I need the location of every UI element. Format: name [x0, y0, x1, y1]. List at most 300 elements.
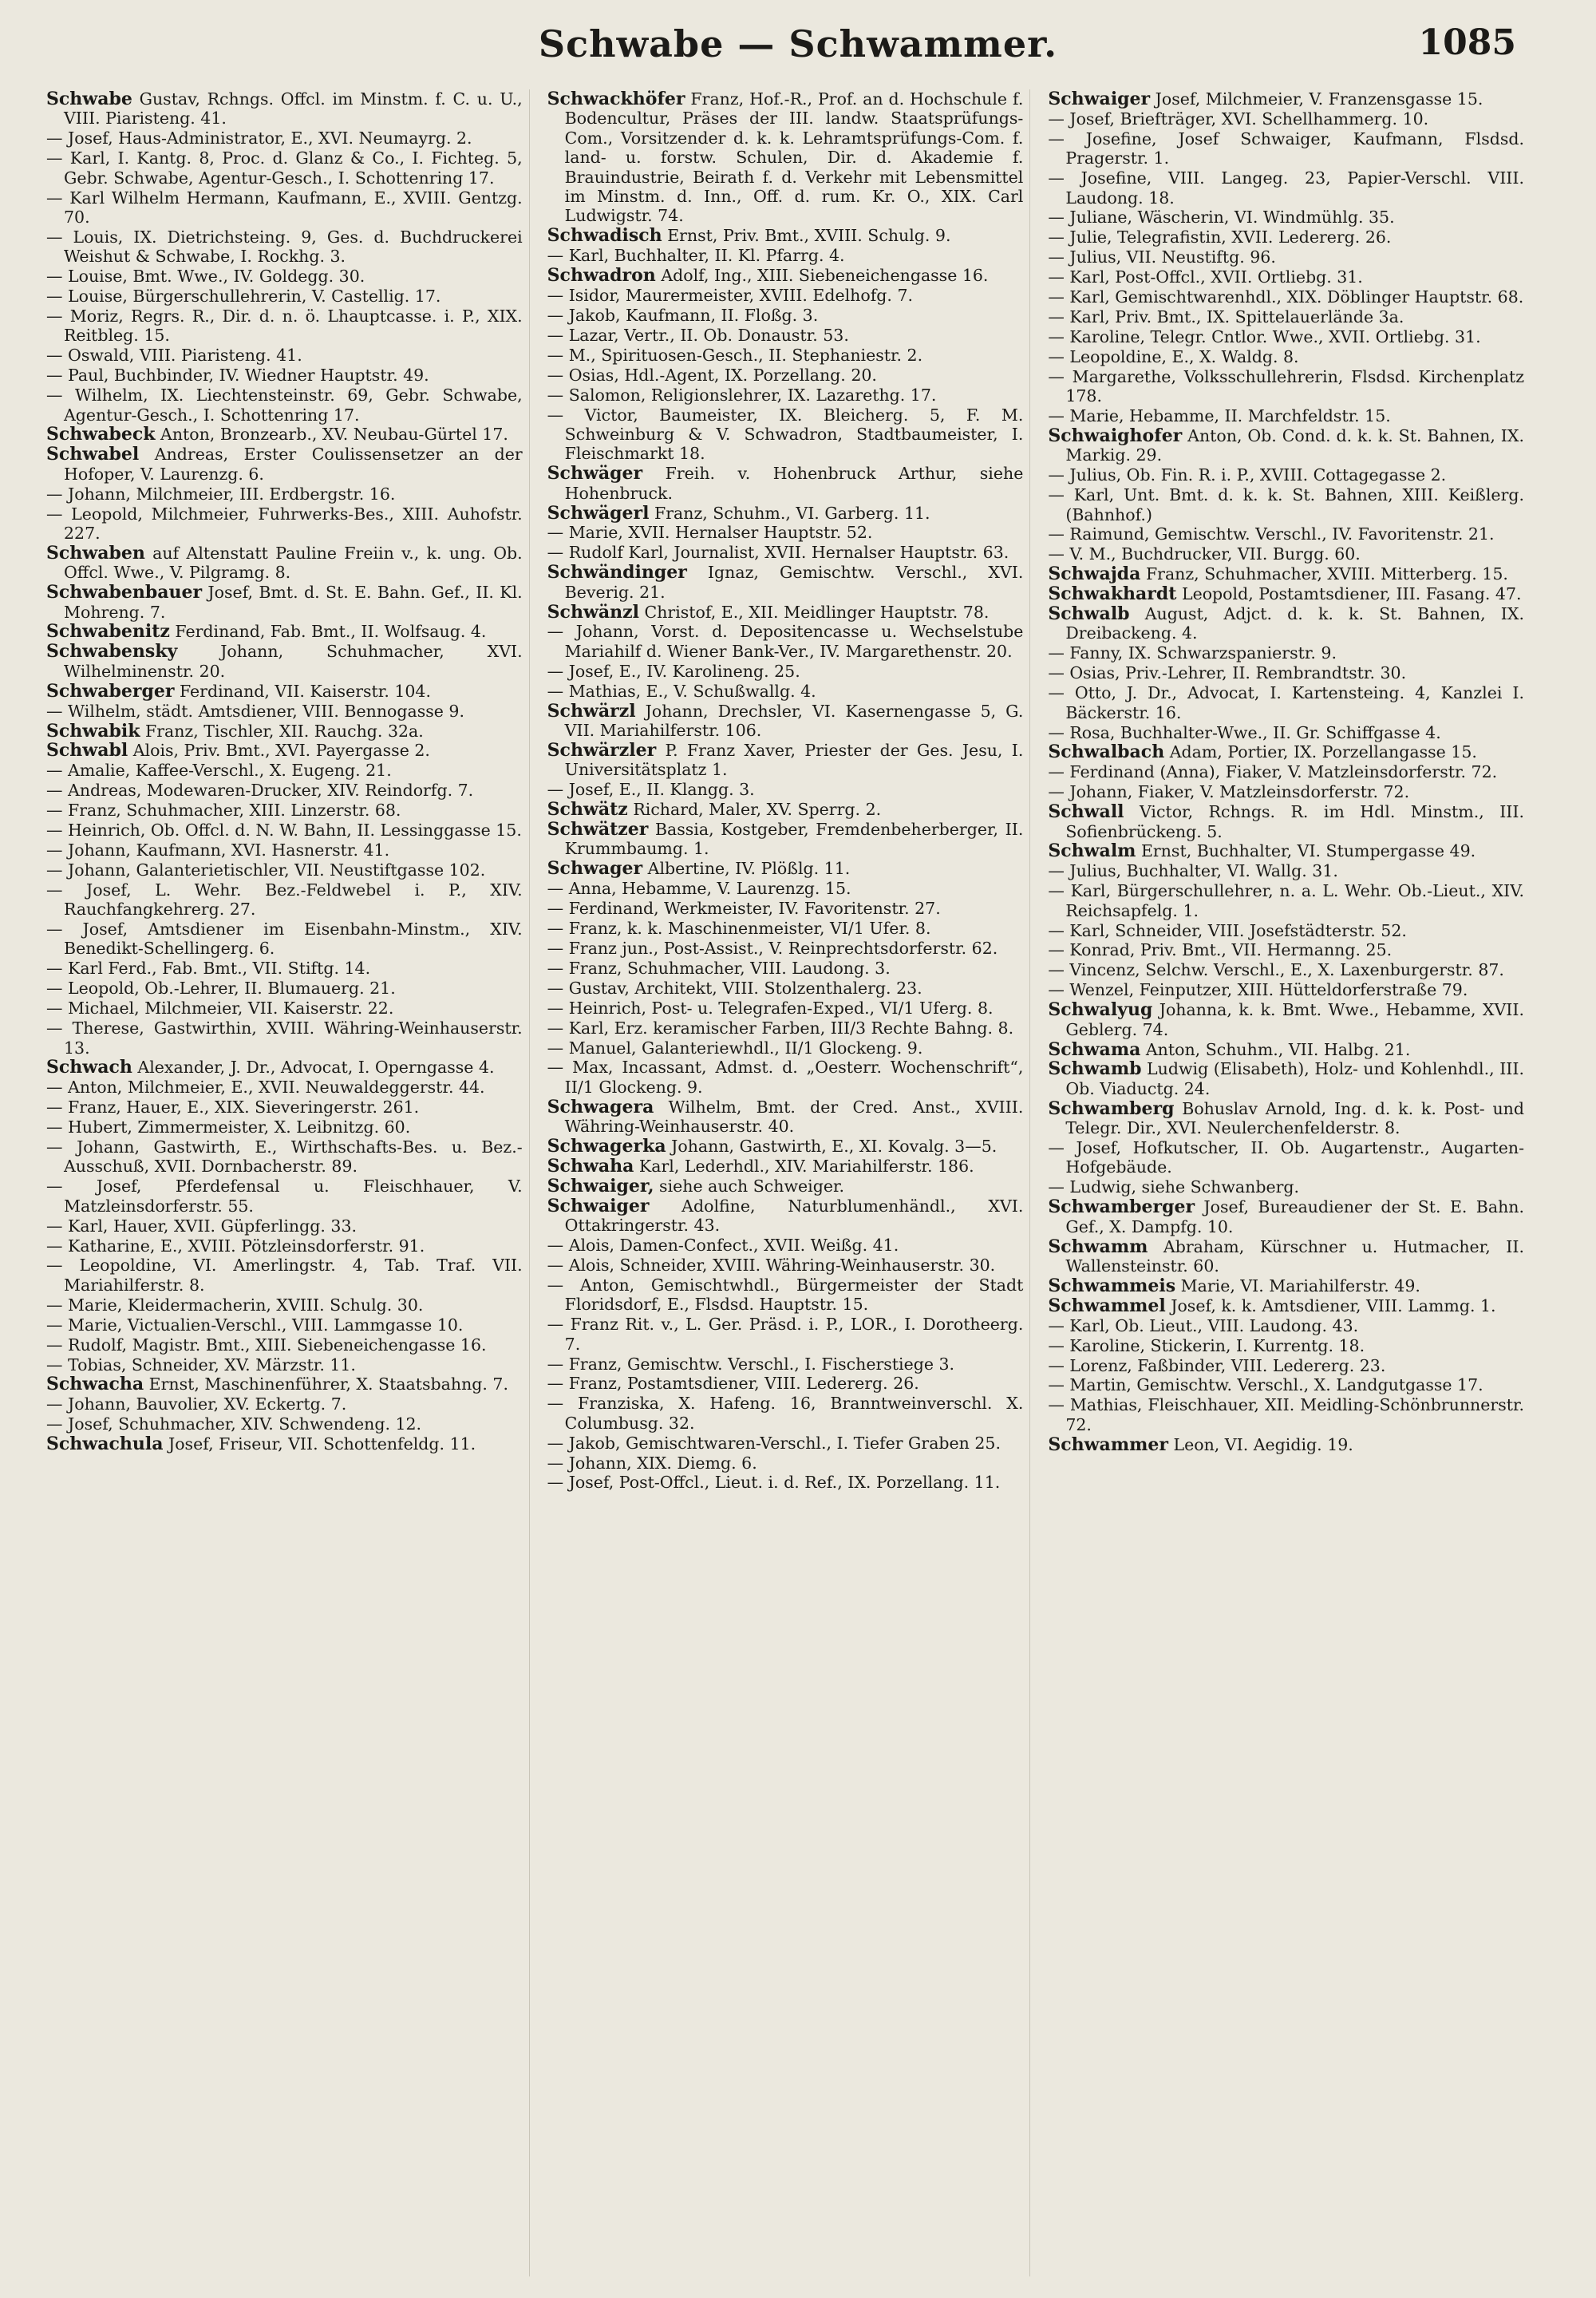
- directory-entry: [46, 741, 523, 760]
- entry-details: — Osias, Priv.-Lehrer, II. Rembrandtstr. 30.: [1048, 663, 1407, 683]
- entry-details: — Franz, Schuhmacher, VIII. Laudong. 3.: [547, 958, 891, 978]
- directory-entry: [1048, 960, 1524, 979]
- entry-details: — Karl, Priv. Bmt., IX. Spittelauerlände 3a.: [1048, 307, 1404, 326]
- entry-details: — Anton, Milchmeier, E., XVII. Neuwaldeggerstr. 44.: [46, 1078, 485, 1098]
- directory-entry: [547, 286, 1024, 305]
- directory-entry: [1048, 287, 1524, 307]
- directory-entry: [547, 622, 1024, 661]
- directory-entry: [46, 346, 523, 365]
- directory-entry: [46, 840, 523, 860]
- directory-entry: [547, 386, 1024, 405]
- entry-details: Wilhelm, Bmt. der Cred. Anst., XVIII. Währing-Weinhauserstr. 40.: [564, 1097, 1024, 1137]
- entry-details: — Julius, VII. Neustiftg. 96.: [1048, 247, 1276, 267]
- entry-details: — Anna, Hebamme, V. Laurenzg. 15.: [547, 879, 851, 899]
- directory-entry: [1048, 921, 1524, 940]
- entry-details: — Mathias, E., V. Schußwallg. 4.: [547, 681, 816, 701]
- directory-entry: [1048, 1177, 1524, 1196]
- directory-entry: [1048, 247, 1524, 267]
- directory-entry: [46, 89, 523, 129]
- entry-details: — Konrad, Priv. Bmt., VII. Hermanng. 25.: [1048, 940, 1393, 960]
- directory-entry: [1048, 208, 1524, 227]
- entry-surname: Schwammeis: [1048, 1275, 1176, 1296]
- entry-details: — Gustav, Architekt, VIII. Stolzenthalerg. 23.: [547, 978, 922, 998]
- directory-entry: [547, 306, 1024, 325]
- entry-details: — Josefine, Josef Schwaiger, Kaufmann, Flsdsd. Pragerstr. 1.: [1048, 129, 1525, 168]
- directory-entry: [46, 1256, 523, 1295]
- directory-entry: [1048, 584, 1524, 603]
- entry-surname: Schwabenbauer: [46, 582, 203, 603]
- directory-entry: [46, 1216, 523, 1236]
- directory-entry: [547, 1157, 1024, 1176]
- entry-details: Johann, Gastwirth, E., XI. Kovalg. 3—5.: [666, 1137, 998, 1157]
- running-title: Schwabe — Schwammer.: [538, 22, 1058, 65]
- entry-surname: Schwätzer: [547, 819, 649, 840]
- directory-entry: [547, 1137, 1024, 1156]
- directory-entry: [1048, 841, 1524, 860]
- entry-details: — Julius, Buchhalter, VI. Wallg. 31.: [1048, 861, 1338, 881]
- entry-surname: Schwalbach: [1048, 742, 1165, 763]
- entry-details: Leon, VI. Aegidig. 19.: [1167, 1434, 1353, 1454]
- entry-surname: Schwajda: [1048, 564, 1141, 585]
- entry-details: — Osias, Hdl.-Agent, IX. Porzellang. 20.: [547, 365, 877, 385]
- directory-entry: [547, 979, 1024, 998]
- directory-entry: [547, 1315, 1024, 1354]
- directory-entry: [547, 859, 1024, 878]
- entry-surname: Schwadisch: [547, 225, 662, 247]
- directory-entry: [46, 1058, 523, 1077]
- directory-entry: [1048, 426, 1524, 465]
- directory-entry: [1048, 1000, 1524, 1039]
- directory-entry: [547, 702, 1024, 741]
- directory-entry: [46, 485, 523, 504]
- directory-entry: [46, 702, 523, 721]
- entry-details: auf Altenstatt Pauline Freiin v., k. ung. Ob. Offcl. Wwe., V. Pilgramg. 8.: [64, 543, 523, 583]
- entry-surname: Schwamberg: [1048, 1098, 1175, 1119]
- entry-surname: Schwaiger: [1048, 89, 1151, 109]
- directory-entry: [46, 287, 523, 306]
- directory-entry: [46, 544, 523, 583]
- entry-details: — Manuel, Galanteriewhdl., II/1 Glockeng. 9.: [547, 1038, 923, 1058]
- directory-entry: [547, 1177, 1024, 1196]
- entry-details: Freih. v. Hohenbruck Arthur, siehe Hohenbruck.: [564, 464, 1024, 503]
- entry-details: Alexander, J. Dr., Advocat, I. Operngasse 4.: [132, 1058, 495, 1078]
- directory-entry: [547, 662, 1024, 681]
- entry-details: — Karl, Unt. Bmt. d. k. k. St. Bahnen, XIII. Keißlerg. (Bahnhof.): [1048, 485, 1525, 524]
- entry-details: — Johann, XIX. Diemg. 6.: [547, 1453, 757, 1473]
- entry-details: Franz, Schuhmacher, XVIII. Mitterberg. 15.: [1140, 564, 1508, 584]
- directory-entry: [547, 800, 1024, 819]
- directory-entry: [46, 622, 523, 641]
- entry-surname: Schwackhöfer: [547, 89, 685, 109]
- directory-entry: [547, 226, 1024, 245]
- directory-entry: [547, 89, 1024, 226]
- entry-details: — Mathias, Fleischhauer, XII. Meidling-Schönbrunnerstr. 72.: [1048, 1395, 1525, 1434]
- directory-entry: [547, 820, 1024, 859]
- directory-entry: [46, 129, 523, 148]
- directory-entry: [547, 1196, 1024, 1236]
- directory-entry: [1048, 742, 1524, 761]
- entry-surname: Schwabl: [46, 740, 128, 761]
- directory-entry: [46, 1236, 523, 1256]
- entry-surname: Schwaberger: [46, 680, 175, 702]
- directory-entry: [46, 999, 523, 1018]
- entry-surname: Schwamb: [1048, 1058, 1142, 1080]
- directory-entry: [46, 1098, 523, 1117]
- entry-details: Adam, Portier, IX. Porzellangasse 15.: [1164, 742, 1477, 762]
- directory-entry: [547, 1276, 1024, 1315]
- entry-details: — Karl, Bürgerschullehrer, n. a. L. Wehr. Ob.-Lieut., XIV. Reichsapfelg. 1.: [1048, 881, 1525, 920]
- entry-details: — Marie, Kleidermacherin, XVIII. Schulg. 30.: [46, 1295, 424, 1315]
- directory-entry: [46, 386, 523, 425]
- entry-details: — Leopoldine, E., X. Waldg. 8.: [1048, 346, 1299, 366]
- directory-entry: [547, 919, 1024, 938]
- directory-entry: [46, 722, 523, 741]
- entry-details: — Isidor, Maurermeister, XVIII. Edelhofg. 7.: [547, 286, 913, 306]
- directory-entry: [46, 425, 523, 444]
- directory-entry: [1048, 1356, 1524, 1375]
- entry-surname: Schwagera: [547, 1096, 654, 1117]
- directory-entry: [1048, 485, 1524, 524]
- directory-entry: [46, 1117, 523, 1137]
- entry-details: — Julius, Ob. Fin. R. i. P., XVIII. Cottagegasse 2.: [1048, 465, 1447, 485]
- entry-details: Josef, Friseur, VII. Schottenfeldg. 11.: [163, 1434, 476, 1454]
- directory-entry: [547, 266, 1024, 285]
- directory-entry: [547, 405, 1024, 464]
- directory-entry: [547, 1473, 1024, 1492]
- entry-details: — Therese, Gastwirthin, XVIII. Währing-Weinhauserstr. 13.: [46, 1018, 523, 1058]
- entry-surname: Schwäger: [547, 463, 643, 485]
- entry-details: — Karl, Gemischtwarenhdl., XIX. Döblinger Hauptstr. 68.: [1048, 287, 1524, 307]
- directory-entry: [46, 1295, 523, 1315]
- entry-details: — Johann, Bauvolier, XV. Eckertg. 7.: [46, 1394, 347, 1414]
- directory-columns: [46, 89, 1531, 2276]
- entry-surname: Schwabenitz: [46, 621, 170, 643]
- entry-details: — Otto, J. Dr., Advocat, I. Kartensteing. 4, Kanzlei I. Bäckerstr. 16.: [1048, 683, 1525, 722]
- entry-details: Ernst, Maschinenführer, X. Staatsbahng. 7.: [144, 1374, 508, 1394]
- entry-details: — Marie, Hebamme, II. Marchfeldstr. 15.: [1048, 406, 1391, 425]
- entry-details: — Johann, Galanterietischler, VII. Neustiftgasse 102.: [46, 860, 486, 880]
- entry-details: — Leopold, Milchmeier, Fuhrwerks-Bes., XIII. Auhofstr. 227.: [46, 504, 523, 543]
- entry-surname: Schwalm: [1048, 840, 1136, 862]
- entry-details: — Rosa, Buchhalter-Wwe., II. Gr. Schiffgasse 4.: [1048, 722, 1441, 742]
- entry-details: — Hubert, Zimmermeister, X. Leibnitzg. 60.: [46, 1117, 411, 1137]
- entry-details: — Karl Ferd., Fab. Bmt., VII. Stiftg. 14.: [46, 959, 371, 979]
- entry-surname: Schwaha: [547, 1155, 634, 1177]
- entry-details: siehe auch Schweiger.: [654, 1176, 845, 1196]
- directory-entry: [46, 1355, 523, 1374]
- entry-details: — Vincenz, Selchw. Verschl., E., X. Laxenburgerstr. 87.: [1048, 960, 1504, 980]
- entry-surname: Schwabik: [46, 720, 140, 742]
- entry-surname: Schwalyug: [1048, 999, 1153, 1021]
- directory-entry: [1048, 861, 1524, 880]
- entry-details: Ernst, Buchhalter, VI. Stumpergasse 49.: [1136, 841, 1476, 861]
- entry-details: Adolf, Ing., XIII. Siebeneichengasse 16.: [655, 266, 989, 286]
- directory-entry: [46, 1414, 523, 1434]
- directory-entry: [1048, 1237, 1524, 1276]
- entry-details: — Franz, Postamtsdiener, VIII. Ledererg. 26.: [547, 1374, 919, 1394]
- directory-entry: [46, 801, 523, 820]
- entry-details: — Franz Rit. v., L. Ger. Präsd. i. P., LOR., I. Dorotheerg. 7.: [547, 1315, 1024, 1354]
- directory-entry: [547, 563, 1024, 602]
- directory-entry: [1048, 168, 1524, 208]
- entry-details: Josef, Bmt. d. St. E. Bahn. Gef., II. Kl. Mohreng. 7.: [64, 583, 523, 622]
- directory-entry: [46, 1394, 523, 1414]
- directory-entry: [547, 346, 1024, 365]
- entry-details: Adolfine, Naturblumenhändl., XVI. Ottakringerstr. 43.: [564, 1196, 1024, 1236]
- entry-details: — Marie, Victualien-Verschl., VIII. Lammgasse 10.: [46, 1315, 464, 1335]
- entry-surname: Schwärzl: [547, 700, 636, 722]
- directory-entry: [46, 1315, 523, 1335]
- directory-entry: [46, 445, 523, 484]
- directory-column-3: [1048, 89, 1531, 2276]
- directory-entry: [1048, 1316, 1524, 1335]
- directory-entry: [46, 504, 523, 544]
- directory-entry: [46, 979, 523, 998]
- entry-details: — Julie, Telegrafistin, XVII. Ledererg. 26.: [1048, 227, 1392, 247]
- entry-surname: Schwachula: [46, 1434, 164, 1455]
- directory-entry: [1048, 307, 1524, 326]
- directory-entry: [1048, 327, 1524, 346]
- directory-entry: [1048, 109, 1524, 129]
- directory-entry: [547, 366, 1024, 385]
- directory-entry: [1048, 1395, 1524, 1434]
- directory-entry: [547, 1098, 1024, 1137]
- directory-entry: [547, 879, 1024, 898]
- entry-details: Albertine, IV. Plößlg. 11.: [642, 859, 851, 879]
- entry-details: — Louise, Bmt. Wwe., IV. Goldegg. 30.: [46, 267, 365, 287]
- entry-details: Abraham, Kürschner u. Hutmacher, II. Wallensteinstr. 60.: [1065, 1236, 1525, 1276]
- directory-entry: [547, 523, 1024, 542]
- directory-entry: [46, 366, 523, 385]
- entry-details: — Josef, Briefträger, XVI. Schellhammerg. 10.: [1048, 109, 1429, 129]
- entry-details: — Rudolf, Magistr. Bmt., XIII. Siebeneichengasse 16.: [46, 1335, 487, 1355]
- directory-entry: [46, 267, 523, 286]
- entry-details: Josef, k. k. Amtsdiener, VIII. Lammg. 1.: [1165, 1295, 1496, 1315]
- entry-details: Karl, Lederhdl., XIV. Mariahilferstr. 186.: [634, 1156, 974, 1176]
- entry-details: Josef, Bureaudiener der St. E. Bahn. Gef., X. Dampfg. 10.: [1065, 1197, 1525, 1236]
- directory-entry: [547, 1374, 1024, 1393]
- directory-entry: [547, 1058, 1024, 1097]
- directory-entry: [1048, 1099, 1524, 1138]
- directory-entry: [547, 1394, 1024, 1433]
- directory-entry: [547, 246, 1024, 265]
- entry-details: — Paul, Buchbinder, IV. Wiedner Hauptstr. 49.: [46, 366, 429, 386]
- directory-entry: [46, 1434, 523, 1454]
- directory-entry: [1048, 1059, 1524, 1098]
- entry-details: August, Adjct. d. k. k. St. Bahnen, IX. Dreibackeng. 4.: [1065, 604, 1525, 643]
- directory-entry: [1048, 940, 1524, 959]
- entry-details: Franz, Hof.-R., Prof. an d. Hochschule f. Bodencultur, Präses der III. landw. Staatsprüfungs-Com., Vorsitzender d. k. k. Lehramtsprüfungs-Com. f. land- u. forstw. Schulen, Dir. d. Akademie f. Brauindustrie, Beirath f. d. Verkehr mit Lebensmittel im Minstm. d. Inn., Off. d. rum. Kr. O., XIX. Carl Ludwigstr. 74.: [564, 89, 1024, 226]
- entry-details: — Alois, Damen-Confect., XVII. Weißg. 41.: [547, 1236, 899, 1256]
- entry-surname: Schwaben: [46, 542, 145, 564]
- entry-details: Johann, Schuhmacher, XVI. Wilhelminenstr. 20.: [64, 642, 523, 681]
- directory-entry: [46, 642, 523, 681]
- directory-entry: [1048, 802, 1524, 841]
- entry-details: — M., Spirituosen-Gesch., II. Stephaniestr. 2.: [547, 345, 923, 365]
- directory-entry: [547, 1454, 1024, 1473]
- directory-entry: [1048, 1296, 1524, 1315]
- entry-surname: Schwägerl: [547, 502, 650, 524]
- directory-entry: [547, 1434, 1024, 1453]
- directory-entry: [547, 899, 1024, 918]
- entry-details: Ludwig (Elisabeth), Holz- und Kohlenhdl., III. Ob. Viaductg. 24.: [1065, 1059, 1525, 1098]
- directory-entry: [1048, 643, 1524, 663]
- entry-details: — Jakob, Gemischtwaren-Verschl., I. Tiefer Graben 25.: [547, 1433, 1001, 1453]
- directory-entry: [46, 1078, 523, 1097]
- entry-details: — Wenzel, Feinputzer, XIII. Hütteldorferstraße 79.: [1048, 980, 1468, 1000]
- directory-entry: [1048, 604, 1524, 643]
- directory-entry: [547, 504, 1024, 523]
- entry-details: Victor, Rchngs. R. im Hdl. Minstm., III. Sofienbrückeng. 5.: [1065, 802, 1525, 841]
- entry-details: Bassia, Kostgeber, Fremdenbeherberger, II. Krummbaumg. 1.: [564, 820, 1024, 859]
- directory-entry: [46, 227, 523, 267]
- entry-details: — Karl Wilhelm Hermann, Kaufmann, E., XVIII. Gentzg. 70.: [46, 188, 523, 227]
- directory-entry: [1048, 1197, 1524, 1236]
- entry-surname: Schwätz: [547, 799, 628, 821]
- directory-entry: [547, 543, 1024, 562]
- entry-surname: Schwaiger,: [547, 1175, 654, 1196]
- entry-details: Gustav, Rchngs. Offcl. im Minstm. f. C. u. U., VIII. Piaristeng. 41.: [64, 89, 523, 129]
- entry-details: — Heinrich, Post- u. Telegrafen-Exped., VI/1 Uferg. 8.: [547, 998, 994, 1018]
- entry-surname: Schwall: [1048, 801, 1124, 823]
- entry-details: — Raimund, Gemischtw. Verschl., IV. Favoritenstr. 21.: [1048, 524, 1495, 544]
- entry-surname: Schwalb: [1048, 603, 1130, 625]
- entry-details: — Karoline, Telegr. Cntlor. Wwe., XVII. Ortliebg. 31.: [1048, 326, 1481, 346]
- entry-surname: Schwadron: [547, 265, 656, 287]
- entry-details: — Karl, I. Kantg. 8, Proc. d. Glanz & Co., I. Fichteg. 5, Gebr. Schwabe, Agentur-Gesch., I. Schottenring 17.: [46, 148, 523, 188]
- directory-entry: [1048, 1276, 1524, 1295]
- directory-entry: [547, 741, 1024, 780]
- directory-entry: [46, 761, 523, 780]
- entry-surname: Schwama: [1048, 1038, 1141, 1060]
- entry-details: — Ferdinand (Anna), Fiaker, V. Matzleinsdorferstr. 72.: [1048, 762, 1498, 782]
- directory-entry: [547, 1236, 1024, 1255]
- entry-details: — Martin, Gemischtw. Verschl., X. Landgutgasse 17.: [1048, 1375, 1483, 1395]
- entry-details: Anton, Schuhm., VII. Halbg. 21.: [1140, 1039, 1411, 1059]
- entry-details: — Leopoldine, VI. Amerlingstr. 4, Tab. Traf. VII. Mariahilferstr. 8.: [46, 1256, 523, 1295]
- entry-details: — Max, Incassant, Admst. d. „Oesterr. Wochenschrift“, II/1 Glockeng. 9.: [547, 1058, 1024, 1097]
- directory-entry: [547, 939, 1024, 958]
- entry-details: Josef, Milchmeier, V. Franzensgasse 15.: [1150, 89, 1483, 109]
- directory-entry: [1048, 267, 1524, 287]
- directory-entry: [547, 999, 1024, 1018]
- directory-entry: [547, 1355, 1024, 1374]
- entry-details: — Fanny, IX. Schwarzspanierstr. 9.: [1048, 643, 1337, 663]
- entry-details: — Salomon, Religionslehrer, IX. Lazarethg. 17.: [547, 385, 937, 405]
- directory-entry: [547, 780, 1024, 799]
- entry-details: Marie, VI. Mariahilferstr. 49.: [1175, 1276, 1420, 1295]
- directory-entry: [1048, 1435, 1524, 1454]
- directory-entry: [1048, 367, 1524, 406]
- entry-details: — Anton, Gemischtwhdl., Bürgermeister der Stadt Floridsdorf, E., Flsdsd. Hauptstr. 15.: [547, 1275, 1024, 1315]
- entry-details: — Josef, Pferdefensal u. Fleischhauer, V. Matzleinsdorferstr. 55.: [46, 1177, 523, 1216]
- entry-details: — Karl, Ob. Lieut., VIII. Laudong. 43.: [1048, 1315, 1359, 1335]
- directory-entry: [547, 682, 1024, 701]
- directory-entry: [547, 603, 1024, 622]
- entry-details: Leopold, Postamtsdiener, III. Fasang. 47.: [1176, 584, 1522, 604]
- entry-details: Anton, Bronzearb., XV. Neubau-Gürtel 17.: [155, 425, 508, 445]
- directory-column-2: [547, 89, 1031, 2276]
- directory-entry: [1048, 782, 1524, 801]
- entry-details: Christof, E., XII. Meidlinger Hauptstr. 78.: [639, 602, 990, 622]
- entry-details: — Margarethe, Volksschullehrerin, Flsdsd. Kirchenplatz 178.: [1048, 366, 1525, 406]
- directory-entry: [1048, 227, 1524, 247]
- entry-details: — Johann, Fiaker, V. Matzleinsdorferstr. 72.: [1048, 782, 1410, 802]
- entry-details: — Katharine, E., XVIII. Pötzleinsdorferstr. 91.: [46, 1236, 425, 1256]
- entry-details: — Alois, Schneider, XVIII. Währing-Weinhauserstr. 30.: [547, 1255, 996, 1275]
- directory-entry: [1048, 1375, 1524, 1394]
- entry-details: — Wilhelm, städt. Amtsdiener, VIII. Bennogasse 9.: [46, 701, 464, 721]
- directory-entry: [46, 821, 523, 840]
- entry-details: — Tobias, Schneider, XV. Märzstr. 11.: [46, 1355, 356, 1374]
- directory-column-1: [46, 89, 530, 2276]
- entry-surname: Schwagerka: [547, 1136, 666, 1157]
- entry-surname: Schwabel: [46, 444, 140, 465]
- entry-surname: Schwammel: [1048, 1295, 1166, 1316]
- entry-details: Ferdinand, Fab. Bmt., II. Wolfsaug. 4.: [169, 622, 487, 642]
- directory-entry: [1048, 89, 1524, 109]
- entry-surname: Schwaighofer: [1048, 425, 1183, 446]
- entry-details: — Josef, E., II. Klangg. 3.: [547, 780, 755, 800]
- entry-details: — Karl, Hauer, XVII. Güpferlingg. 33.: [46, 1216, 357, 1236]
- entry-details: — Karl, Schneider, VIII. Josefstädterstr. 52.: [1048, 920, 1407, 940]
- entry-details: — Karoline, Stickerin, I. Kurrentg. 18.: [1048, 1335, 1365, 1355]
- entry-details: — Franz jun., Post-Assist., V. Reinprechtsdorferstr. 62.: [547, 938, 998, 958]
- directory-entry: [1048, 762, 1524, 781]
- directory-entry: [547, 1038, 1024, 1058]
- entry-details: — Johann, Gastwirth, E., Wirthschafts-Bes. u. Bez.-Ausschuß, XVII. Dornbacherstr. 89.: [46, 1137, 523, 1177]
- directory-entry: [46, 188, 523, 227]
- directory-entry: [1048, 465, 1524, 485]
- entry-details: — Moriz, Regrs. R., Dir. d. n. ö. Lhauptcasse. i. P., XIX. Reitbleg. 15.: [46, 306, 523, 346]
- directory-entry: [46, 682, 523, 701]
- entry-surname: Schwärzler: [547, 739, 657, 761]
- directory-entry: [1048, 347, 1524, 366]
- directory-entry: [547, 464, 1024, 503]
- entry-details: Ignaz, Gemischtw. Verschl., XVI. Beverig. 21.: [564, 563, 1024, 602]
- entry-details: Anton, Ob. Cond. d. k. k. St. Bahnen, IX. Markig. 29.: [1065, 425, 1525, 465]
- entry-details: — Juliane, Wäscherin, VI. Windmühlg. 35.: [1048, 208, 1395, 227]
- directory-entry: [1048, 980, 1524, 999]
- entry-details: — Johann, Milchmeier, III. Erdbergstr. 16.: [46, 484, 396, 504]
- entry-surname: Schwaiger: [547, 1195, 650, 1216]
- directory-entry: [1048, 524, 1524, 544]
- entry-details: — Franz, Hauer, E., XIX. Sieveringerstr. 261.: [46, 1098, 420, 1117]
- directory-entry: [1048, 663, 1524, 682]
- directory-entry: [1048, 881, 1524, 920]
- entry-details: — V. M., Buchdrucker, VII. Burgg. 60.: [1048, 544, 1361, 564]
- entry-details: — Louise, Bürgerschullehrerin, V. Castellig. 17.: [46, 287, 441, 307]
- entry-surname: Schwager: [547, 858, 643, 880]
- entry-details: Ferdinand, VII. Kaiserstr. 104.: [174, 681, 431, 701]
- directory-entry: [46, 307, 523, 346]
- directory-entry: [46, 583, 523, 622]
- entry-details: — Amalie, Kaffee-Verschl., X. Eugeng. 21.: [46, 761, 392, 781]
- entry-details: — Josef, L. Wehr. Bez.-Feldwebel i. P., XIV. Rauchfangkehrerg. 27.: [46, 880, 523, 920]
- entry-details: — Franz, Schuhmacher, XIII. Linzerstr. 68.: [46, 801, 401, 821]
- directory-entry: [46, 1335, 523, 1355]
- entry-surname: Schwänzl: [547, 601, 639, 623]
- entry-details: — Johann, Vorst. d. Depositencasse u. Wechselstube Mariahilf d. Wiener Bank-Ver., IV. Margarethenstr. 20.: [547, 622, 1024, 661]
- directory-entry: [547, 1256, 1024, 1275]
- entry-details: — Lazar, Vertr., II. Ob. Donaustr. 53.: [547, 325, 849, 345]
- directory-entry: [46, 1177, 523, 1216]
- entry-details: — Andreas, Modewaren-Drucker, XIV. Reindorfg. 7.: [46, 781, 474, 801]
- entry-details: — Josef, E., IV. Karolineng. 25.: [547, 661, 800, 681]
- entry-details: Bohuslav Arnold, Ing. d. k. k. Post- und Telegr. Dir., XVI. Neulerchenfelderstr. 8.: [1065, 1098, 1525, 1138]
- directory-entry: [46, 860, 523, 880]
- entry-details: — Josef, Post-Offcl., Lieut. i. d. Ref., IX. Porzellang. 11.: [547, 1473, 1001, 1493]
